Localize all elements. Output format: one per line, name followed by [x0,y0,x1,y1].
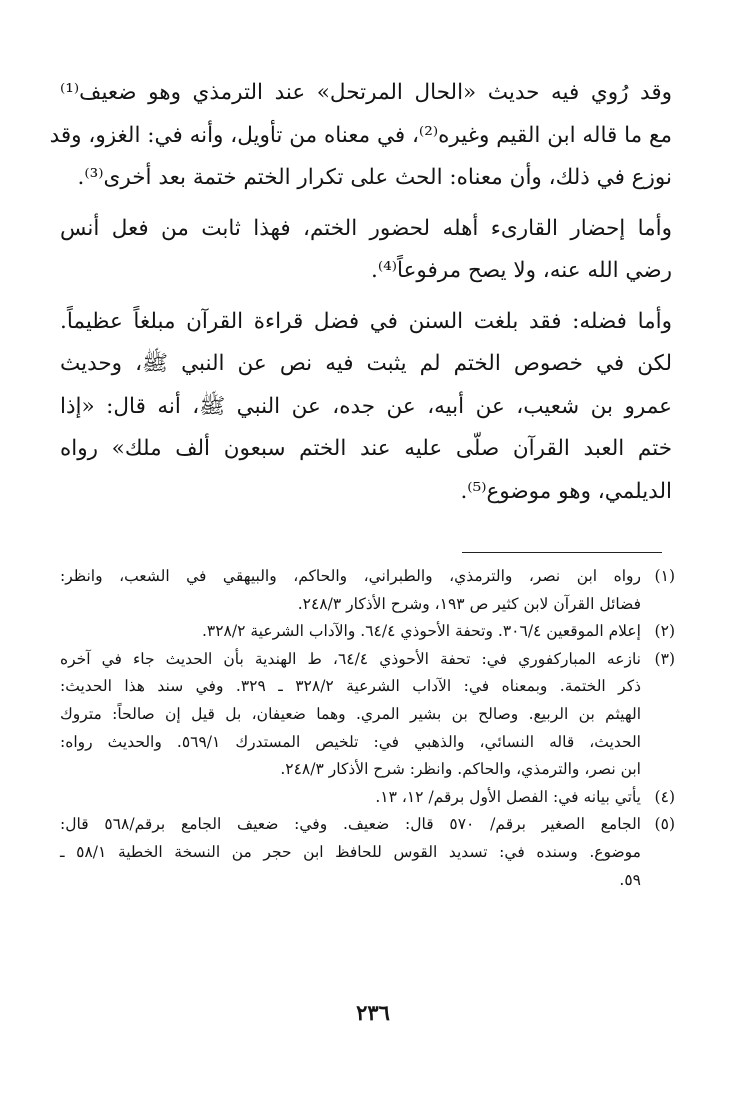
text-line: عمرو بن شعيب، عن أبيه، عن جده، عن النبي ﷺ، أنه قال: «إذا [60,393,672,419]
footnote-number: (٣) [654,649,675,668]
footnote-line: يأتي بيانه في: الفصل الأول برقم/ ١٢، ١٣. [375,787,641,806]
footnote-4 [60,784,675,812]
footnote-number: (١) [654,567,675,585]
text-line: رضي الله عنه، ولا يصح مرفوعاً⁽⁴⁾. [370,258,672,283]
text-line: وأما إحضار القارىء أهله لحضور الختم، فهذا ثابت من فعل أنس [60,215,672,241]
footnote-line: ذكر الختمة. وبمعناه في: الآداب الشرعية ٣٢٨/٢ ـ ٣٢٩. وفي سند هذا الحديث: [60,677,641,696]
footnote-line: رواه ابن نصر، والترمذي، والطبراني، والحاكم، والبيهقي في الشعب، وانظر: [60,567,641,585]
footnote-number: (٤) [654,787,675,806]
footnote-line: إعلام الموقعين ٣٠٦/٤. وتحفة الأحوذي ٦٤/٤. والآداب الشرعية ٣٢٨/٢. [201,622,641,641]
footnote-3 [60,646,675,784]
footnote-line: نازعه المباركفوري في: تحفة الأحوذي ٦٤/٤، ط الهندية بأن الحديث جاء في آخره [60,649,641,668]
footnote-5 [60,811,675,894]
footnote-number: (٢) [654,622,675,641]
text-line: الديلمي، وهو موضوع⁽⁵⁾. [460,478,672,504]
footnote-line: الحديث، قاله النسائي، والذهبي في: تلخيص المستدرك ٥٦٩/١. والحديث رواه: [60,732,641,751]
footnotes [60,563,675,894]
text-line: نوزع في ذلك، وأن معناه: الحث على تكرار الختم ختمة بعد أخرى⁽³⁾. [77,165,672,190]
footnote-line: فضائل القرآن لابن كثير ص ١٩٣، وشرح الأذكار ٢٤٨/٣. [297,594,641,613]
footnote-divider [462,552,662,553]
text-line: وقد رُوي فيه حديث «الحال المرتحل» عند الترمذي وهو ضعيف⁽¹⁾ [60,80,672,105]
footnote-line: الهيثم بن الربيع. وصالح بن بشير المري. وهما ضعيفان، بل قيل إن صالحاً: متروك [60,704,641,723]
footnote-line: ٥٩. [619,870,641,889]
text-line: ختم العبد القرآن صلّى عليه عند الختم سبعون ألف ملك» رواه [60,436,672,461]
footnote-number: (٥) [654,815,675,834]
text-line: لكن في خصوص الختم لم يثبت فيه نص عن النبي ﷺ، وحديث [60,351,672,376]
footnote-line: موضوع. وسنده في: تسديد القوس للحافظ ابن حجر من النسخة الخطية ٥٨/١ ـ [60,842,641,861]
paragraph-3 [60,301,672,514]
main-text [49,72,672,521]
footnote-line: الجامع الصغير برقم/ ٥٧٠ قال: ضعيف. وفي: ضعيف الجامع برقم/٥٦٨ قال: [60,815,641,834]
text-line: وأما فضله: فقد بلغت السنن في فضل قراءة القرآن مبلغاً عظيماً. [60,308,672,334]
footnote-1 [60,563,675,618]
text-line: مع ما قاله ابن القيم وغيره⁽²⁾، في معناه من تأويل، وأنه في: الغزو، وقد [49,122,672,148]
paragraph-1 [49,72,672,200]
paragraph-2 [60,208,672,293]
page-number: ٢٣٦ [356,1000,390,1025]
footnote-line: ابن نصر، والترمذي، والحاكم. وانظر: شرح الأذكار ٢٤٨/٣. [280,760,641,779]
footnote-2 [60,618,675,646]
